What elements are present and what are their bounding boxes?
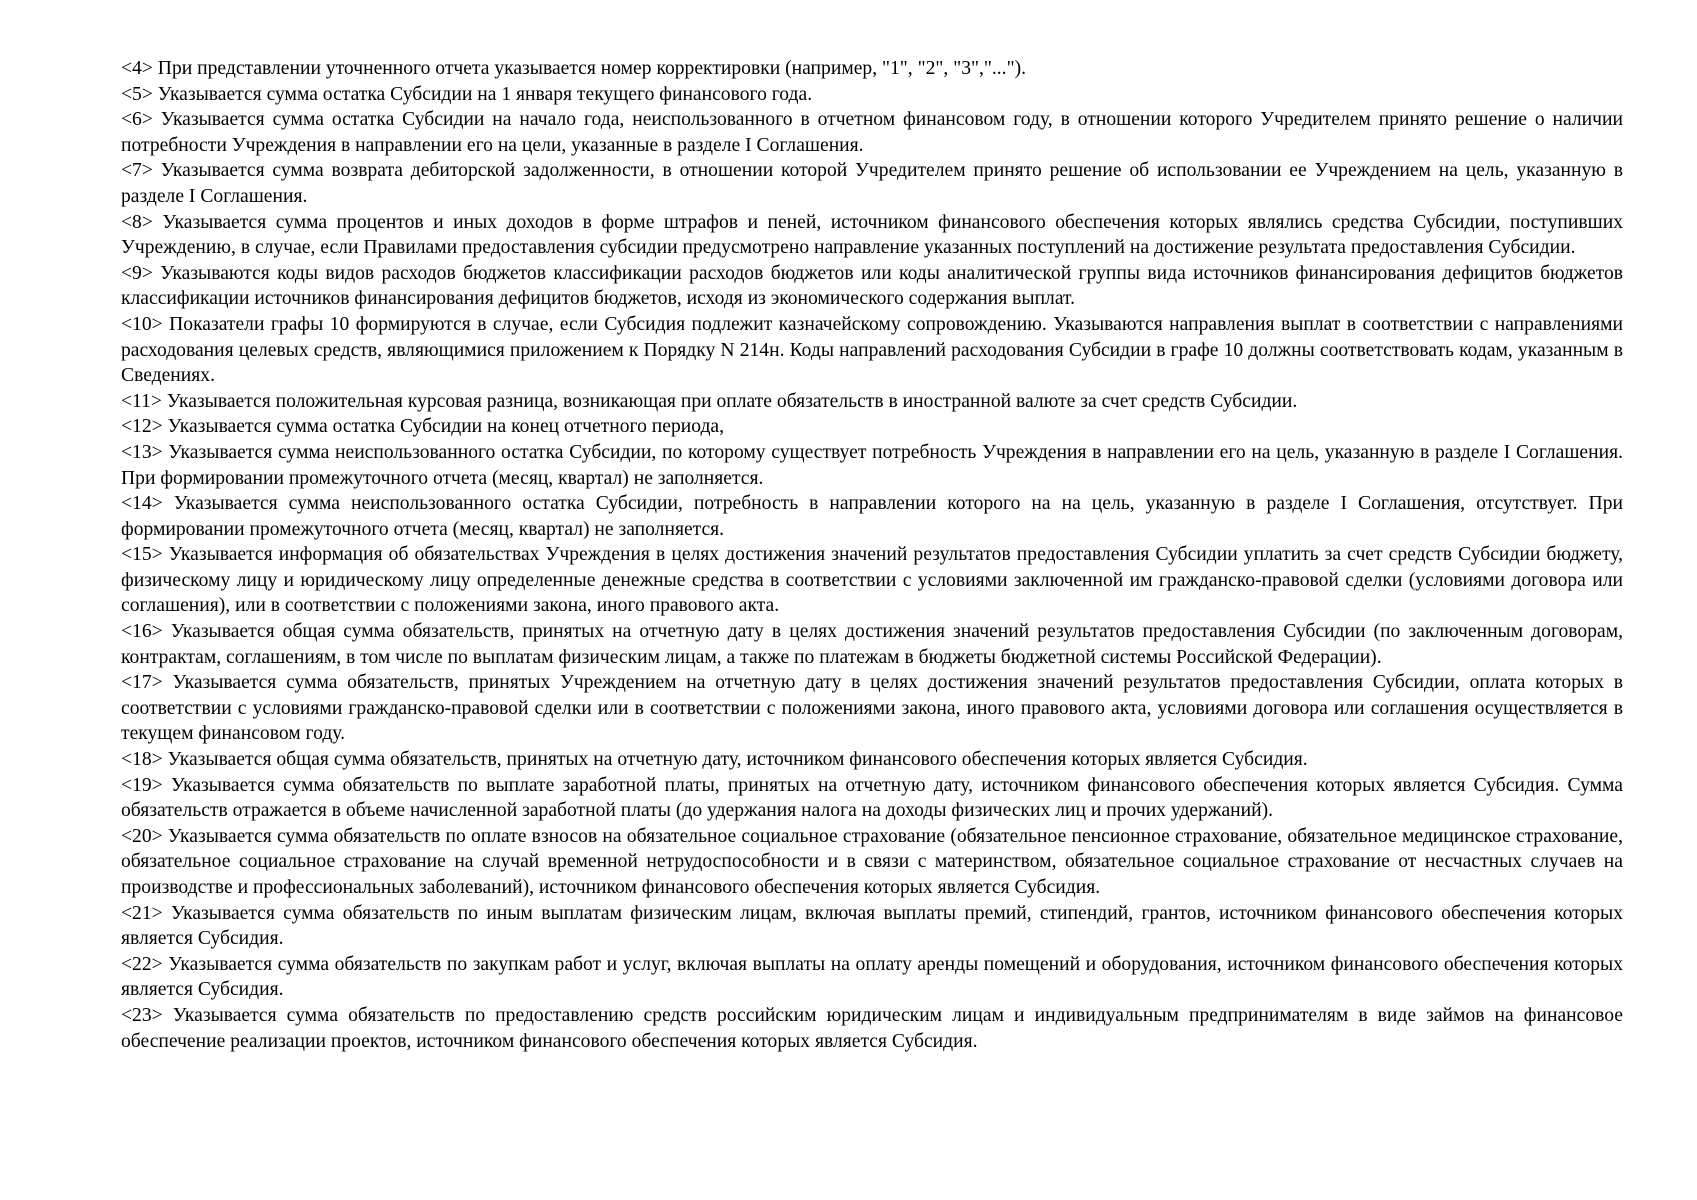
footnote-15: <15> Указывается информация об обязательствах Учреждения в целях достижения значений результатов предоставления Субсидии уплатить за счет средств Субсидии бюджету, физическому лицу и юридическому лицу определенные денежные средства в соответствии с условиями заключенной им гражданско-правовой сделки (условиями договора или соглашения), или в соответствии с положениями закона, иного правового акта. [121, 544, 1623, 617]
footnote-14: <14> Указывается сумма неиспользованного остатка Субсидии, потребность в направлении которого на на цель, указанную в разделе I Соглашения, отсутствует. При формировании промежуточного отчета (месяц, квартал) не заполняется. [121, 493, 1623, 540]
footnote-4: <4> При представлении уточненного отчета указывается номер корректировки (например, "1", "2", "3","..."). [121, 58, 1027, 79]
footnote-10: <10> Показатели графы 10 формируются в случае, если Субсидия подлежит казначейскому сопровождению. Указываются направления выплат в соответствии с направлениями расходования целевых средств, являющимися приложением к Порядку N 214н. Коды направлений расходования Субсидии в графе 10 должны соответствовать кодам, указанным в Сведениях. [121, 313, 1623, 387]
footnote-5: <5> Указывается сумма остатка Субсидии на 1 января текущего финансового года. [121, 83, 813, 105]
footnote-6: <6> Указывается сумма остатка Субсидии на начало года, неиспользованного в отчетном финансовом году, в отношении которого Учредителем принято решение о наличии потребности Учреждения в направлении его на цели, указанные в разделе I Соглашения. [121, 109, 1623, 156]
footnote-20: <20> Указывается сумма обязательств по оплате взносов на обязательное социальное страхование (обязательное пенсионное страхование, обязательное медицинское страхование, обязательное социальное страхование на случай временной нетрудоспособности и в связи с материнством, обязательное социальное страхование от несчастных случаев на производстве и профессиональных заболеваний), источником финансового обеспечения которых является Субсидия. [121, 825, 1623, 898]
footnote-13: <13> Указывается сумма неиспользованного остатка Субсидии, по которому существует потребность Учреждения в направлении его на цель, указанную в разделе I Соглашения. При формировании промежуточного отчета (месяц, квартал) не заполняется. [121, 441, 1623, 489]
footnote-17: <17> Указывается сумма обязательств, принятых Учреждением на отчетную дату в целях достижения значений результатов предоставления Субсидии, оплата которых в соответствии с условиями гражданско-правовой сделки или в соответствии с положениями закона, иного правового акта, условиями договора или соглашения осуществляется в текущем финансовом году. [121, 672, 1623, 745]
footnote-18: <18> Указывается общая сумма обязательств, принятых на отчетную дату, источником финансового обеспечения которых является Субсидия. [121, 749, 1308, 771]
footnote-11: <11> Указывается положительная курсовая разница, возникающая при оплате обязательств в иностранной валюте за счет средств Субсидии. [121, 390, 1298, 412]
footnote-7: <7> Указывается сумма возврата дебиторской задолженности, в отношении которой Учредителем принято решение об использовании ее Учреждением на цель, указанную в разделе I Соглашения. [121, 160, 1623, 207]
footnote-12: <12> Указывается сумма остатка Субсидии на конец отчетного периода, [121, 416, 725, 438]
footnote-21: <21> Указывается сумма обязательств по иным выплатам физическим лицам, включая выплаты премий, стипендий, грантов, источником финансового обеспечения которых является Субсидия. [121, 902, 1623, 950]
footnote-22: <22> Указывается сумма обязательств по закупкам работ и услуг, включая выплаты на оплату аренды помещений и оборудования, источником финансового обеспечения которых является Субсидия. [121, 953, 1623, 1001]
footnote-23: <23> Указывается сумма обязательств по предоставлению средств российским юридическим лицам и индивидуальным предпринимателям в виде займов на финансовое обеспечение реализации проектов, источником финансового обеспечения которых является Субсидия. [121, 1004, 1623, 1052]
footnote-16: <16> Указывается общая сумма обязательств, принятых на отчетную дату в целях достижения значений результатов предоставления Субсидии (по заключенным договорам, контрактам, соглашениям, в том числе по выплатам физическим лицам, а также по платежам в бюджеты бюджетной системы Российской Федерации). [121, 621, 1623, 668]
footnote-8: <8> Указывается сумма процентов и иных доходов в форме штрафов и пеней, источником финансового обеспечения которых являлись средства Субсидии, поступивших Учреждению, в случае, если Правилами предоставления субсидии предусмотрено направление указанных поступлений на достижение результата предоставления Субсидии. [121, 211, 1623, 259]
footnote-9: <9> Указываются коды видов расходов бюджетов классификации расходов бюджетов или коды аналитической группы вида источников финансирования дефицитов бюджетов классификации источников финансирования дефицитов бюджетов, исходя из экономического содержания выплат. [121, 262, 1623, 310]
footnotes-list [121, 56, 1623, 1054]
footnote-19: <19> Указывается сумма обязательств по выплате заработной платы, принятых на отчетную дату, источником финансового обеспечения которых является Субсидия. Сумма обязательств отражается в объеме начисленной заработной платы (до удержания налога на доходы физических лиц и прочих удержаний). [121, 774, 1623, 822]
